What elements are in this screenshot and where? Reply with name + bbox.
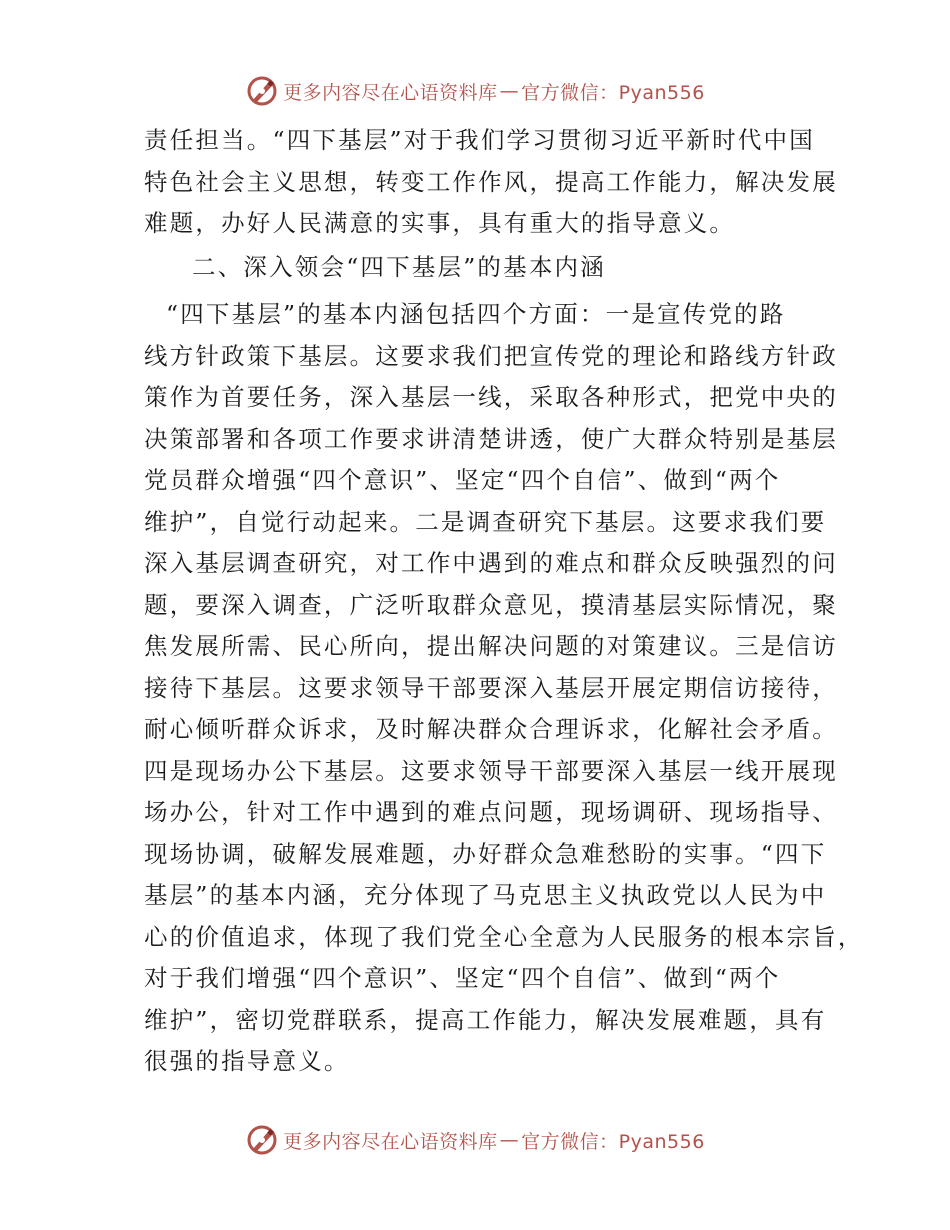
paragraph-line: 很强的指导意义。 — [144, 1047, 350, 1075]
paragraph-line: 耐心倾听群众诉求，及时解决群众合理诉求，化解社会矛盾。 — [144, 715, 838, 743]
paragraph-line: 四是现场办公下基层。这要求领导干部要深入基层一线开展现 — [144, 756, 838, 785]
paragraph-line: 现场协调，破解发展难题，办好群众急难愁盼的实事。“四下 — [144, 839, 827, 868]
watermark-contact: 官方微信：Pyan556 — [521, 1130, 705, 1153]
paragraph-line: 策作为首要任务，深入基层一线，采取各种形式，把党中央的 — [144, 383, 838, 411]
paragraph-line: 焦发展所需、民心所向，提出解决问题的对策建议。三是信访 — [144, 632, 838, 660]
watermark-contact: 官方微信：Pyan556 — [521, 81, 705, 104]
paragraph-line: 接待下基层。这要求领导干部要深入基层开展定期信访接待， — [144, 673, 838, 702]
paragraph-line: 维护”，自觉行动起来。二是调查研究下基层。这要求我们要 — [144, 507, 827, 536]
paragraph-line: 责任担当。“四下基层”对于我们学习贯彻习近平新时代中国 — [144, 126, 815, 154]
watermark-separator: — — [499, 1129, 520, 1151]
paragraph-line: 对于我们增强“四个意识”、坚定“四个自信”、做到“两个 — [144, 964, 781, 992]
header-watermark — [0, 71, 950, 111]
paragraph-line: 维护”，密切党群联系，提高工作能力，解决发展难题，具有 — [144, 1005, 827, 1034]
document-body — [144, 120, 864, 1083]
paragraph-line: “四下基层”的基本内涵包括四个方面：一是宣传党的路 — [166, 300, 786, 328]
paragraph-line: 深入基层调查研究，对工作中遇到的难点和群众反映强烈的问 — [144, 549, 838, 577]
watermark-separator: — — [499, 80, 520, 102]
pen-circle-logo-icon — [245, 74, 279, 108]
paragraph-line: 线方针政策下基层。这要求我们把宣传党的理论和路线方针政 — [144, 341, 838, 370]
pen-circle-logo-icon — [245, 1123, 279, 1157]
watermark-text: 更多内容尽在心语资料库 — [283, 1130, 498, 1153]
watermark-text: 更多内容尽在心语资料库 — [283, 81, 498, 104]
paragraph-line: 题，要深入调查，广泛听取群众意见，摸清基层实际情况，聚 — [144, 590, 838, 619]
section-heading: 二、深入领会“四下基层”的基本内涵 — [192, 252, 606, 281]
footer-watermark — [0, 1120, 950, 1160]
paragraph-line: 党员群众增强“四个意识”、坚定“四个自信”、做到“两个 — [144, 466, 781, 494]
paragraph-line: 场办公，针对工作中遇到的难点问题，现场调研、现场指导、 — [144, 798, 838, 826]
paragraph-line: 特色社会主义思想，转变工作作风，提高工作能力，解决发展 — [144, 167, 838, 196]
paragraph-line: 决策部署和各项工作要求讲清楚讲透，使广大群众特别是基层 — [144, 424, 838, 453]
paragraph-line: 心的价值追求，体现了我们党全心全意为人民服务的根本宗旨， — [144, 922, 864, 951]
paragraph-line: 基层”的基本内涵，充分体现了马克思主义执政党以人民为中 — [144, 881, 827, 909]
paragraph-line: 难题，办好人民满意的实事，具有重大的指导意义。 — [144, 209, 736, 237]
